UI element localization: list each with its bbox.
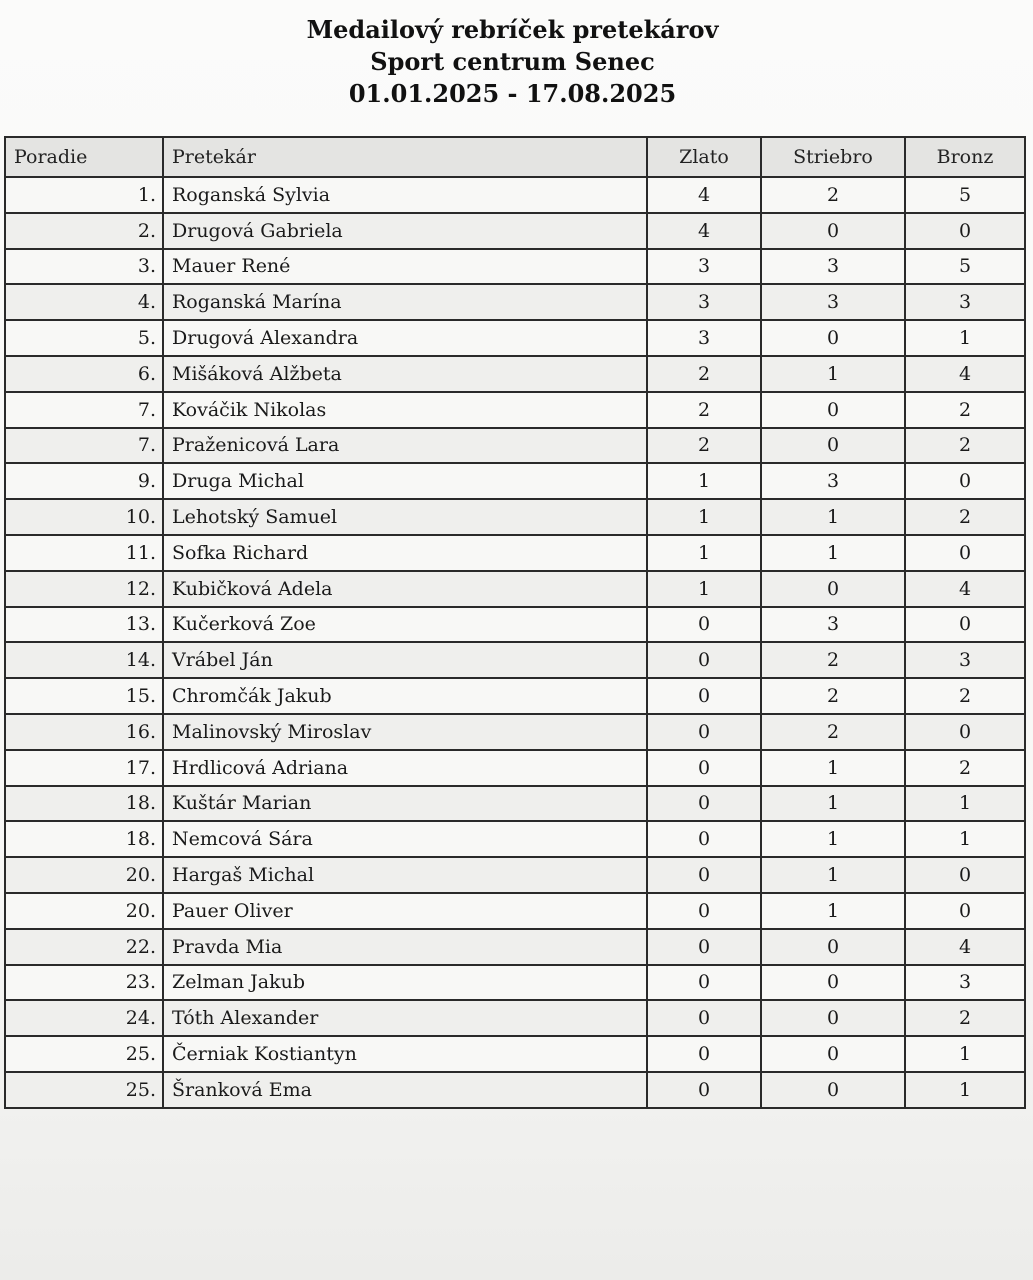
cell-rank: 6. <box>5 356 163 392</box>
title-line-heading: Medailový rebríček pretekárov <box>306 15 719 44</box>
cell-silver: 0 <box>761 1036 905 1072</box>
cell-name: Lehotský Samuel <box>163 499 647 535</box>
header-silver: Striebro <box>761 137 905 177</box>
table-body <box>5 177 1025 1108</box>
cell-rank: 20. <box>5 893 163 929</box>
cell-name: Pauer Oliver <box>163 893 647 929</box>
cell-name: Pravda Mia <box>163 929 647 965</box>
cell-gold: 4 <box>647 177 761 213</box>
table-row <box>5 857 1025 893</box>
cell-gold: 2 <box>647 356 761 392</box>
cell-rank: 5. <box>5 320 163 356</box>
cell-bronze: 1 <box>905 1036 1025 1072</box>
table-row <box>5 642 1025 678</box>
cell-bronze: 1 <box>905 821 1025 857</box>
cell-rank: 25. <box>5 1072 163 1108</box>
table-row <box>5 177 1025 213</box>
table-row <box>5 965 1025 1001</box>
title-line-date-range: 01.01.2025 - 17.08.2025 <box>348 79 677 108</box>
cell-bronze: 1 <box>905 1072 1025 1108</box>
cell-bronze: 0 <box>905 857 1025 893</box>
cell-gold: 4 <box>647 213 761 249</box>
cell-rank: 1. <box>5 177 163 213</box>
table-row <box>5 249 1025 285</box>
table-row <box>5 929 1025 965</box>
cell-silver: 1 <box>761 499 905 535</box>
cell-gold: 1 <box>647 571 761 607</box>
cell-gold: 1 <box>647 499 761 535</box>
cell-name: Roganská Sylvia <box>163 177 647 213</box>
cell-name: Kučerková Zoe <box>163 607 647 643</box>
cell-name: Praženicová Lara <box>163 428 647 464</box>
cell-rank: 23. <box>5 965 163 1001</box>
cell-silver: 1 <box>761 821 905 857</box>
table-row <box>5 1000 1025 1036</box>
cell-gold: 0 <box>647 607 761 643</box>
cell-bronze: 0 <box>905 463 1025 499</box>
cell-gold: 0 <box>647 929 761 965</box>
cell-silver: 2 <box>761 714 905 750</box>
cell-name: Hrdlicová Adriana <box>163 750 647 786</box>
cell-gold: 1 <box>647 535 761 571</box>
table-row <box>5 428 1025 464</box>
cell-bronze: 0 <box>905 535 1025 571</box>
cell-rank: 4. <box>5 284 163 320</box>
cell-gold: 0 <box>647 1036 761 1072</box>
cell-silver: 1 <box>761 786 905 822</box>
cell-gold: 0 <box>647 1072 761 1108</box>
cell-bronze: 2 <box>905 499 1025 535</box>
cell-gold: 0 <box>647 857 761 893</box>
cell-rank: 24. <box>5 1000 163 1036</box>
cell-bronze: 5 <box>905 177 1025 213</box>
table-row <box>5 893 1025 929</box>
cell-rank: 12. <box>5 571 163 607</box>
table-row <box>5 821 1025 857</box>
cell-silver: 1 <box>761 535 905 571</box>
cell-silver: 0 <box>761 428 905 464</box>
cell-gold: 0 <box>647 750 761 786</box>
cell-name: Sofka Richard <box>163 535 647 571</box>
cell-gold: 0 <box>647 642 761 678</box>
document-title <box>0 14 1025 110</box>
cell-silver: 3 <box>761 607 905 643</box>
header-name: Pretekár <box>163 137 647 177</box>
cell-gold: 2 <box>647 428 761 464</box>
cell-rank: 11. <box>5 535 163 571</box>
table-row <box>5 392 1025 428</box>
table-row <box>5 463 1025 499</box>
cell-gold: 0 <box>647 1000 761 1036</box>
cell-rank: 3. <box>5 249 163 285</box>
cell-rank: 10. <box>5 499 163 535</box>
cell-gold: 0 <box>647 678 761 714</box>
table-row <box>5 607 1025 643</box>
cell-silver: 0 <box>761 965 905 1001</box>
table-row <box>5 678 1025 714</box>
cell-bronze: 1 <box>905 786 1025 822</box>
table-header-row <box>5 137 1025 177</box>
table-row <box>5 786 1025 822</box>
cell-name: Tóth Alexander <box>163 1000 647 1036</box>
table-row <box>5 1036 1025 1072</box>
cell-bronze: 3 <box>905 965 1025 1001</box>
cell-bronze: 4 <box>905 929 1025 965</box>
cell-rank: 20. <box>5 857 163 893</box>
cell-gold: 3 <box>647 249 761 285</box>
table-row <box>5 750 1025 786</box>
cell-bronze: 2 <box>905 750 1025 786</box>
cell-bronze: 2 <box>905 1000 1025 1036</box>
cell-silver: 0 <box>761 929 905 965</box>
cell-name: Šranková Ema <box>163 1072 647 1108</box>
cell-bronze: 0 <box>905 893 1025 929</box>
cell-name: Kováčik Nikolas <box>163 392 647 428</box>
cell-silver: 3 <box>761 463 905 499</box>
cell-silver: 1 <box>761 893 905 929</box>
cell-bronze: 0 <box>905 714 1025 750</box>
cell-name: Roganská Marína <box>163 284 647 320</box>
cell-name: Vrábel Ján <box>163 642 647 678</box>
cell-silver: 2 <box>761 177 905 213</box>
table-row <box>5 571 1025 607</box>
table-row <box>5 284 1025 320</box>
cell-gold: 0 <box>647 965 761 1001</box>
cell-silver: 1 <box>761 356 905 392</box>
cell-name: Nemcová Sára <box>163 821 647 857</box>
cell-bronze: 5 <box>905 249 1025 285</box>
table-row <box>5 213 1025 249</box>
cell-silver: 1 <box>761 750 905 786</box>
cell-gold: 0 <box>647 714 761 750</box>
header-gold: Zlato <box>647 137 761 177</box>
cell-gold: 3 <box>647 320 761 356</box>
cell-name: Kubičková Adela <box>163 571 647 607</box>
cell-gold: 0 <box>647 786 761 822</box>
cell-rank: 15. <box>5 678 163 714</box>
cell-silver: 2 <box>761 642 905 678</box>
cell-rank: 16. <box>5 714 163 750</box>
table-row <box>5 714 1025 750</box>
cell-rank: 7. <box>5 392 163 428</box>
cell-gold: 3 <box>647 284 761 320</box>
cell-rank: 22. <box>5 929 163 965</box>
cell-rank: 13. <box>5 607 163 643</box>
table-row <box>5 1072 1025 1108</box>
cell-name: Drugová Gabriela <box>163 213 647 249</box>
cell-name: Druga Michal <box>163 463 647 499</box>
cell-bronze: 4 <box>905 571 1025 607</box>
cell-silver: 3 <box>761 284 905 320</box>
cell-bronze: 1 <box>905 320 1025 356</box>
cell-name: Drugová Alexandra <box>163 320 647 356</box>
cell-bronze: 4 <box>905 356 1025 392</box>
cell-bronze: 2 <box>905 428 1025 464</box>
header-rank: Poradie <box>5 137 163 177</box>
cell-bronze: 0 <box>905 213 1025 249</box>
cell-name: Chromčák Jakub <box>163 678 647 714</box>
cell-rank: 9. <box>5 463 163 499</box>
cell-rank: 18. <box>5 821 163 857</box>
header-bronze: Bronz <box>905 137 1025 177</box>
cell-name: Černiak Kostiantyn <box>163 1036 647 1072</box>
cell-name: Hargaš Michal <box>163 857 647 893</box>
cell-name: Zelman Jakub <box>163 965 647 1001</box>
cell-gold: 1 <box>647 463 761 499</box>
cell-silver: 0 <box>761 213 905 249</box>
cell-silver: 0 <box>761 392 905 428</box>
cell-silver: 1 <box>761 857 905 893</box>
cell-rank: 14. <box>5 642 163 678</box>
cell-silver: 0 <box>761 320 905 356</box>
cell-gold: 0 <box>647 821 761 857</box>
cell-rank: 25. <box>5 1036 163 1072</box>
medal-standings-table <box>4 136 1026 1109</box>
cell-silver: 0 <box>761 1072 905 1108</box>
title-line-venue: Sport centrum Senec <box>370 47 655 76</box>
cell-name: Mauer René <box>163 249 647 285</box>
cell-gold: 0 <box>647 893 761 929</box>
cell-silver: 2 <box>761 678 905 714</box>
cell-name: Malinovský Miroslav <box>163 714 647 750</box>
cell-bronze: 0 <box>905 607 1025 643</box>
cell-bronze: 3 <box>905 642 1025 678</box>
table-row <box>5 320 1025 356</box>
cell-bronze: 3 <box>905 284 1025 320</box>
table-row <box>5 535 1025 571</box>
cell-silver: 0 <box>761 571 905 607</box>
cell-rank: 7. <box>5 428 163 464</box>
cell-gold: 2 <box>647 392 761 428</box>
cell-silver: 3 <box>761 249 905 285</box>
table-row <box>5 356 1025 392</box>
cell-rank: 18. <box>5 786 163 822</box>
cell-rank: 2. <box>5 213 163 249</box>
cell-rank: 17. <box>5 750 163 786</box>
cell-name: Kuštár Marian <box>163 786 647 822</box>
cell-bronze: 2 <box>905 392 1025 428</box>
cell-name: Mišáková Alžbeta <box>163 356 647 392</box>
cell-silver: 0 <box>761 1000 905 1036</box>
table-row <box>5 499 1025 535</box>
cell-bronze: 2 <box>905 678 1025 714</box>
